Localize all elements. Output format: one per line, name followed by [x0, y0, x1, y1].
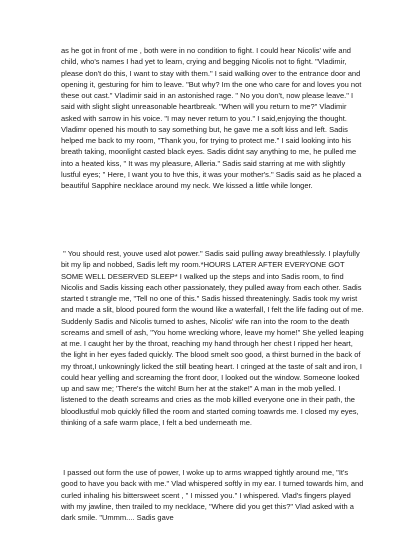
paragraph-2: " You should rest, youve used alot power." Sadis said pulling away breathlessly. I playfully bit my lip and nobbed, Sadis left my room.*HOURS LATER AFTER EVERYONE GOT SOME WELL DESERVED SLEEP* I walked up the steps and into Sadis room, to find Nicolis and Sadis kissing each other passionately, they pulled away from each other. Sadis started t strangle me, "Tell no one of this." Sadis hissed threateningly. Sadis took my wrist and made a slit, blood poured form the wound like a waterfall, I felt the life fading out of me. Suddenly Sadis and Nicolis turned to ashes, Nicolis' wife ran into the room to the death screams and smell of ash, "You home wrecking whore, leave my home!" She yelled leaping at me. I caught her by the throat, reaching my hand through her chest I ripped her heart, the light in her eyes faded quickly. The blood smelt soo good, a thirst burned in the back of my throat,I unkowningly licked the still beating heart. I cringed at the taste of salt and iron, I could hear yelling and screaming the front door, I looked out the window. Someone looked up and saw me; 'There's the witch! Burn her at the stake!" A man in the mob yelled. I listened to the death screams and cries as the mob killled everyone one in their path, the bloodlustful mob quickly filled the room and started coming toawrds me. I closed my eyes, thinking of a safe warm place, I felt a bed underneath me.	[61, 249, 366, 427]
paragraph-1: as he got in front of me , both were in no condition to fight. I could hear Nicolis' wife and child, who's names I had yet to learn, crying and begging Nicolis not to fight. "Vladimir, please don't do this, I want to stay with them." I said walking over to the entrance door and opening it, gesturing for him to leave. "But why? Im the one who care for and loves you not these out cast." Vladimir said in an astonished rage. " No you don't, now please leave." I said with slight slight unreasonable heartbreak. "When will you return to me?" Vladimir asked with sarrow in his voice. "I may never return to you." I said,enjoying the thought. Vladimr opened his mouth to say something but, he gave me a soft kiss and left. Sadis helped me back to my room, "Thank you, for trying to protect me." I said looking into his breath taking, moonlight casted black eyes. Sadis didnt say anything to me, he pulled me into a heated kiss, " It was my pleasure, Alleria." Sadis said starring at me with slightly lustful eyes; " Here, I want you to hve this, it was your mother's." Sadis said as he placed a beautiful Sapphire necklace around my neck. We kissed a little while longer.	[61, 46, 364, 190]
paragraph-3: I passed out form the use of power, I woke up to arms wrapped tightly around me, "It's good to have you back with me." Vlad whispered softly in my ear. I turned towards him, and curled inhaling his bittersweet scent , " I missed you." I whispered. Vlad's fingers played with my jawline, then trailed to my necklace, "Where did you get this?" Vlad asked with a dark smile. "Ummm.... Sadis gave	[61, 468, 366, 522]
